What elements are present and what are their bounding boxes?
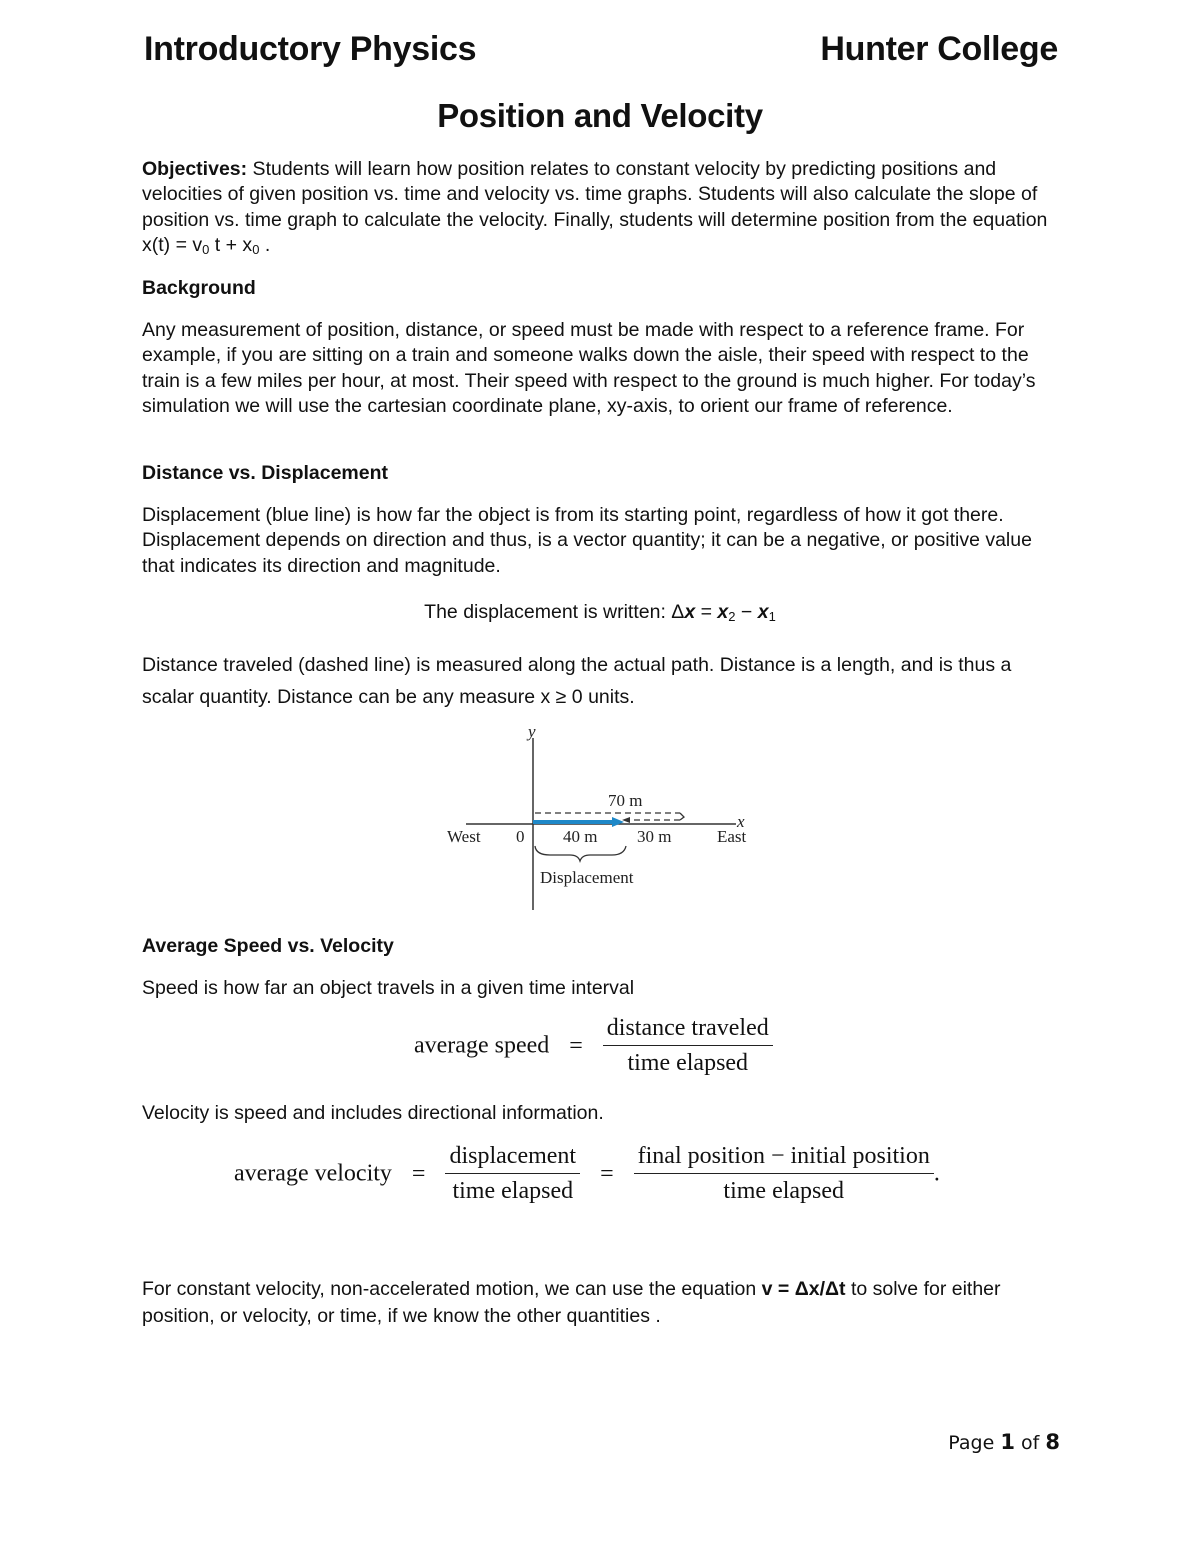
displacement-arrowhead: [612, 817, 624, 827]
position-equation: $x(t) = v_0$ $t + x_0$ .: [142, 233, 271, 257]
distance-paragraph: Distance traveled (dashed line) is measured along the actual path. Distance is a length, and is thus a scalar quantity. Distance can be any measure x ≥ 0 units.: [142, 654, 1012, 708]
objectives-label: Objectives:: [142, 158, 248, 180]
speed-heading: Average Speed vs. Velocity: [142, 935, 394, 957]
average-speed-equation: average speed = $\frac{\text{distance traveled}}{\text{time elapsed}}$: [414, 1015, 773, 1077]
origin-label: 0: [516, 827, 525, 846]
east-label: East: [717, 827, 747, 846]
distance-path-turn: [680, 813, 684, 820]
background-paragraph: Any measurement of position, distance, or speed must be made with respect to a reference frame. For example, if you are sitting on a train and someone walks down the aisle, their speed with respect to the train is a few miles per hour, at most. Their speed with respect to the ground is much higher. For today’s simulation we will use the cartesian coordinate plane, xy-axis, to orient our frame of reference.: [142, 319, 1036, 417]
displacement-figure: [440, 720, 760, 915]
objectives-paragraph: [142, 157, 1067, 258]
distance-heading: Distance vs. Displacement: [142, 462, 389, 484]
constant-velocity-paragraph: For constant velocity, non-accelerated motion, we can use the equation v = Δx/Δt to solve for either position, or velocity, or time, if we know the other quantities .: [142, 1278, 1001, 1327]
y-axis-label: y: [528, 722, 536, 741]
course-title: Introductory Physics: [144, 30, 477, 68]
speed-paragraph: Speed is how far an object travels in a given time interval: [142, 977, 635, 999]
school-name: Hunter College: [820, 30, 1058, 68]
segment-2-label: 30 m: [637, 827, 672, 846]
segment-1-label: 40 m: [563, 827, 598, 846]
west-label: West: [447, 827, 481, 846]
objectives-text: Students will learn how position relates to constant velocity by predicting positions and velocities of given position vs. time and velocity vs. time graphs. Students will also calculate the slope of position vs. time graph to calculate the velocity. Finally, students will determine position from the equation: [142, 158, 1048, 231]
page-title: Position and Velocity: [437, 97, 763, 134]
displacement-formula: The displacement is written: $\Delta x = x_2 - x_1$: [424, 601, 776, 624]
displacement-brace: [535, 846, 626, 861]
displacement-paragraph: Displacement (blue line) is how far the object is from its starting point, regardless of how it got there. Displacement depends on direction and thus, is a vector quantity; it can be a negative, or positive value that indicates its direction and magnitude.: [142, 504, 1032, 577]
displacement-label: Displacement: [540, 868, 634, 887]
total-distance-label: 70 m: [608, 791, 643, 810]
x-axis-label: x: [737, 812, 745, 831]
velocity-equation: v = Δx/Δt: [761, 1278, 846, 1300]
average-velocity-equation: average velocity = $\frac{\text{displacement}}{\text{time elapsed}}$ = $\frac{\text{final position − initial position}}{\text{time elapsed}}$ .: [234, 1143, 940, 1204]
velocity-paragraph: Velocity is speed and includes directional information.: [142, 1102, 604, 1124]
background-heading: Background: [142, 277, 256, 299]
page-number: Page 1 of 8: [948, 1430, 1060, 1454]
